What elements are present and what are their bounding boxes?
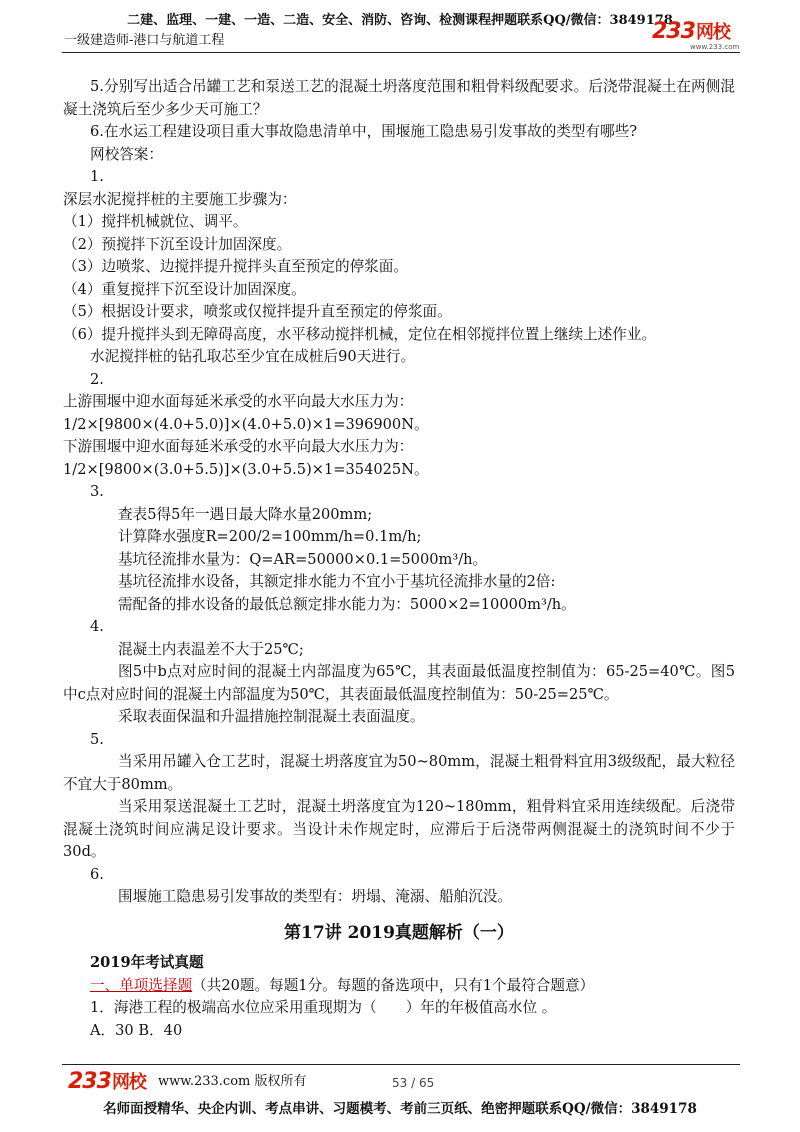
- footer-logo-number: 233: [68, 1069, 111, 1094]
- footer-logo: [68, 1070, 146, 1095]
- answer-1-step: （3）边喷浆、边搅拌提升搅拌头直至预定的停浆面。: [63, 258, 408, 275]
- answer-6-number: 6.: [90, 865, 104, 883]
- header-divider: [62, 52, 740, 53]
- answer-2-line: 下游围堰中迎水面每延米承受的水平向最大水压力为：: [63, 438, 414, 455]
- page-content: [63, 76, 735, 1042]
- header-logo-text: 网校: [695, 22, 730, 43]
- header-logo-number: 233: [652, 19, 695, 44]
- answer-4-number: 4.: [90, 618, 104, 635]
- answer-3-line: 查表5得5年一遇日最大降水量200mm;: [118, 505, 373, 523]
- option-b: B．40: [138, 1021, 183, 1039]
- answer-5-line: 当采用泵送混凝土工艺时，混凝土坍落度宜为120~180mm，粗骨料宜采用连续级配。后浇带混凝土浇筑时间应满足设计要求。当设计未作规定时，应滞后于后浇带两侧混凝土的浇筑时间不少于30d。: [63, 798, 735, 860]
- answer-5-line: 当采用吊罐入仓工艺时，混凝土坍落度宜为50~80mm，混凝土粗骨料宜用3级级配，最大粒径不宜大于80mm。: [63, 753, 735, 793]
- answer-1-step: （2）预搅拌下沉至设计加固深度。: [63, 235, 292, 253]
- answer-4-line: 混凝土内表温差不大于25℃;: [118, 640, 304, 658]
- answer-5-number: 5.: [90, 730, 104, 748]
- answer-3-number: 3.: [90, 483, 104, 500]
- answer-1-step: （5）根据设计要求，喷浆或仅搅拌提升直至预定的停浆面。: [63, 303, 452, 320]
- answer-3-line: 计算降水强度R=200/2=100mm/h=0.1m/h;: [118, 528, 422, 545]
- answer-1-step: （6）提升搅拌头到无障碍高度，水平移动搅拌机械，定位在相邻搅拌位置上继续上述作业。: [63, 325, 657, 343]
- answer-6-line: 围堰施工隐患易引发事故的类型有：坍塌、淹溺、船舶沉没。: [118, 888, 513, 905]
- footer-logo-text: 网校: [111, 1072, 146, 1093]
- page-number: 53 / 65: [392, 1076, 435, 1090]
- answer-2-line: 1/2×[9800×(4.0+5.0)]×(4.0+5.0)×1=396900N。: [63, 415, 429, 433]
- part-label: 一、单项选择题: [90, 976, 193, 994]
- footer-copyright: www.233.com 版权所有: [158, 1074, 307, 1089]
- question-5: 5.分别写出适合吊罐工艺和泵送工艺的混凝土坍落度范围和粗骨料级配要求。后浇带混凝土在两侧混凝土浇筑后至少多少天可施工？: [63, 78, 735, 118]
- answer-1-step: （4）重复搅拌下沉至设计加固深度。: [63, 280, 306, 298]
- answer-1-number: 1.: [90, 168, 104, 185]
- answer-2-line: 1/2×[9800×(3.0+5.5)]×(3.0+5.5)×1=354025N。: [63, 460, 429, 478]
- answer-1-note: 水泥搅拌桩的钻孔取芯至少宜在成桩后90天进行。: [90, 348, 416, 365]
- question-1-options: [63, 1020, 735, 1043]
- answer-1-step: （1）搅拌机械就位、调平。: [63, 213, 248, 230]
- question-6: 6.在水运工程建设项目重大事故隐患清单中，围堰施工隐患易引发事故的类型有哪些?: [90, 123, 638, 140]
- answer-2-number: 2.: [90, 370, 104, 388]
- answer-2-line: 上游围堰中迎水面每延米承受的水平向最大水压力为：: [63, 393, 414, 410]
- option-a: A．30: [90, 1021, 134, 1039]
- answer-3-line: 需配备的排水设备的最低总额定排水能力为：5000×2=10000m³/h。: [118, 595, 576, 613]
- question-1: 1．海港工程的极端高水位应采用重现期为（ ）年的年极值高水位 。: [90, 999, 557, 1016]
- header-logo-url: www.233.com: [690, 43, 740, 51]
- part-heading: [63, 975, 735, 998]
- answer-1-intro: 深层水泥搅拌桩的主要施工步骤为：: [63, 190, 297, 208]
- answer-4-line: 采取表面保温和升温措施控制混凝土表面温度。: [118, 708, 425, 725]
- answer-4-line: 图5中b点对应时间的混凝土内部温度为65℃，其表面最低温度控制值为：65-25=40℃。图5中c点对应时间的混凝土内部温度为50℃，其表面最低温度控制值为：50-25=25℃。: [63, 663, 735, 703]
- answer-3-line: 基坑径流排水设备，其额定排水能力不宜小于基坑径流排水量的2倍:: [118, 573, 556, 590]
- exam-heading: 2019年考试真题: [90, 954, 204, 971]
- header-course-title: 一级建造师-港口与航道工程: [64, 33, 225, 48]
- header-promo-text: 二建、监理、一建、一造、二造、安全、消防、咨询、检测课程押题联系QQ/微信：3849178: [127, 13, 673, 28]
- lecture-title: 第17讲 2019真题解析（一）: [284, 923, 514, 943]
- answer-3-line: 基坑径流排水量为：Q=AR=50000×0.1=5000m³/h。: [118, 550, 488, 568]
- footer-promo-text: 名师面授精华、央企内训、考点串讲、习题模考、考前三页纸、绝密押题联系QQ/微信：3849178: [103, 1101, 697, 1117]
- header-logo: [652, 20, 730, 45]
- answer-label: 网校答案：: [90, 145, 163, 163]
- part-note: （共20题。每题1分。每题的备选项中，只有1个最符合题意）: [192, 976, 595, 994]
- footer-divider: [62, 1064, 740, 1065]
